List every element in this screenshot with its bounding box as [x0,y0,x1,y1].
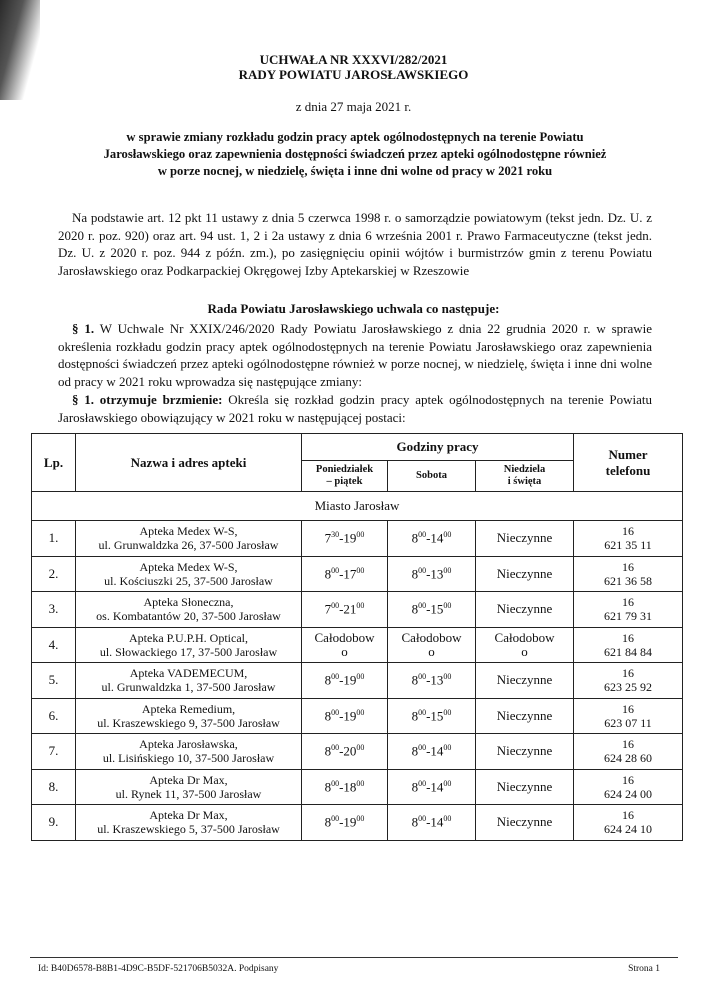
minute: 00 [356,530,365,540]
hour: -21 [339,601,357,617]
hour: -19 [339,814,357,830]
hour: 8 [324,672,332,688]
minute: 00 [418,743,427,753]
header-lp: Lp. [32,434,76,492]
pharmacy-name: Apteka Jarosławska, [139,737,238,752]
pharmacy-name: Apteka P.U.P.H. Optical, [129,630,248,645]
sunday-hours: Nieczynne [476,805,574,841]
header-sunday: Niedziela i święta [476,461,574,492]
row-number: 8. [32,769,76,805]
section-label: § 1. otrzymuje brzmienie: [72,392,223,407]
phone-prefix: 16 [622,808,635,823]
minute: 00 [356,601,365,611]
pharmacy-cell [76,805,302,841]
pharmacy-cell [76,592,302,628]
phone-number: 624 28 60 [604,751,653,766]
pharmacy-address: ul. Grunwaldzka 1, 37-500 Jarosław [101,680,276,695]
footer-divider [30,957,678,958]
sunday-hours: Nieczynne [476,592,574,628]
resolution-number: UCHWAŁA NR XXXVI/282/2021 [259,52,448,67]
minute: 00 [331,601,340,611]
phone-cell [574,627,683,663]
weekday-hours [302,734,388,770]
row-number: 4. [32,627,76,663]
table-row [32,698,683,734]
weekday-hours [302,592,388,628]
section-text: W Uchwale Nr XXIX/246/2020 Rady Powiatu Jarosławskiego z dnia 22 grudnia 2020 r. w sprawie określenia rozkładu godzin pracy aptek ogólnodostępnych na terenie Powiatu Jarosławskiego oraz zapewnienia dostępności świadczeń przez apteki ogólnodostępne również w porze nocnej, w niedzielę, święta i inne dni wolne od pracy w 2021 roku wprowadza się następujące zmiany: [58,321,652,389]
hour: 8 [411,707,419,723]
city-row [32,492,683,521]
minute: 00 [356,743,365,753]
table-row [32,734,683,770]
row-number: 3. [32,592,76,628]
city-name: Miasto Jarosław [32,492,683,521]
minute: 00 [443,707,452,717]
pharmacy-cell [76,627,302,663]
phone-prefix: 16 [622,737,635,752]
document-id: Id: B40D6578-B8B1-4D9C-B5DF-521706B5032A. Podpisany [38,964,279,974]
minute: 00 [418,530,427,540]
pharmacy-name: Apteka Remedium, [141,701,236,716]
hour: 8 [411,530,419,546]
minute: 00 [331,565,340,575]
resolution-date: z dnia 27 maja 2021 r. [295,99,412,114]
pharmacy-address: ul. Lisińskiego 10, 37-500 Jarosław [102,751,275,766]
sunday-hours: Nieczynne [476,734,574,770]
phone-number: 621 84 84 [604,644,653,659]
table-header-row [32,434,683,461]
all-day-hours: Całodobow o [388,627,476,663]
minute: 00 [443,672,452,682]
hour: 8 [411,814,419,830]
saturday-hours [388,556,476,592]
row-number: 9. [32,805,76,841]
hour: 8 [324,743,332,759]
pharmacy-name: Apteka Dr Max, [149,772,228,787]
hour: -13 [426,565,444,581]
saturday-hours [388,805,476,841]
hour: 8 [411,672,419,688]
phone-number: 621 35 11 [604,538,652,553]
phone-prefix: 16 [622,666,635,681]
section-1-paragraph [58,320,652,390]
phone-cell [574,805,683,841]
sunday-hours: Nieczynne [476,556,574,592]
header-phone: Numer telefonu [574,434,683,492]
saturday-hours [388,698,476,734]
pharmacy-cell [76,734,302,770]
weekday-hours [302,769,388,805]
legal-basis-paragraph: Na podstawie art. 12 pkt 11 ustawy z dnia 5 czerwca 1998 r. o samorządzie powiatowym (tekst jedn. Dz. U. z 2020 r. poz. 920) oraz art. 94 ust. 1, 2 i 2a ustawy z dnia 6 września 2001 r. Prawo Farmaceutyczne (tekst jedn. Dz. U. z 2020 r. poz. 944 z późn. zm.), po zasięgnięciu opinii wójtów i burmistrzów gmin z terenu Powiatu Jarosławskiego oraz Podkarpackiej Okręgowej Izby Aptekarskiej w Rzeszowie [58,210,652,278]
hour: 7 [324,530,332,546]
pharmacy-address: ul. Kraszewskiego 9, 37-500 Jarosław [97,715,280,730]
weekday-hours [302,556,388,592]
minute: 00 [418,672,427,682]
sunday-hours: Nieczynne [476,698,574,734]
phone-cell [574,734,683,770]
phone-number: 624 24 00 [604,786,653,801]
sunday-hours: Nieczynne [476,769,574,805]
phone-prefix: 16 [622,772,635,787]
weekday-hours [302,663,388,699]
header-weekday: Poniedziałek – piątek [302,461,388,492]
saturday-hours [388,592,476,628]
minute: 00 [443,565,452,575]
minute: 00 [356,565,365,575]
minute: 00 [443,530,452,540]
table-row [32,556,683,592]
minute: 00 [418,565,427,575]
minute: 00 [418,707,427,717]
hour: -19 [339,672,357,688]
hour: -20 [339,743,357,759]
hour: 8 [411,601,419,617]
table-row [32,592,683,628]
minute: 00 [331,778,340,788]
minute: 00 [443,601,452,611]
hour: 7 [324,601,332,617]
table-row [32,805,683,841]
hour: 8 [411,743,419,759]
header-name: Nazwa i adres apteki [76,434,302,492]
all-day-hours: Całodobow o [476,627,574,663]
council-name: RADY POWIATU JAROSŁAWSKIEGO [238,67,469,82]
hour: -14 [426,814,444,830]
resolves-heading: Rada Powiatu Jarosławskiego uchwala co następuje: [207,301,500,316]
phone-prefix: 16 [622,630,635,645]
pharmacy-cell [76,556,302,592]
weekday-hours [302,521,388,557]
hour: -14 [426,530,444,546]
pharmacy-address: ul. Grunwaldzka 26, 37-500 Jarosław [98,538,279,553]
phone-number: 624 24 10 [604,822,653,837]
row-number: 7. [32,734,76,770]
minute: 00 [331,672,340,682]
saturday-hours [388,734,476,770]
row-number: 6. [32,698,76,734]
header-hours: Godziny pracy [302,434,574,461]
phone-number: 623 25 92 [604,680,653,695]
table-row [32,627,683,663]
phone-number: 623 07 11 [604,715,652,730]
phone-number: 621 36 58 [604,573,653,588]
phone-cell [574,769,683,805]
saturday-hours [388,663,476,699]
all-day-hours: Całodobow o [302,627,388,663]
phone-cell [574,592,683,628]
hour: 8 [411,565,419,581]
minute: 00 [418,778,427,788]
pharmacy-hours-table [31,433,683,841]
section-label: § 1. [72,321,95,336]
minute: 00 [356,707,365,717]
hour: -15 [426,601,444,617]
phone-cell [574,556,683,592]
saturday-hours [388,769,476,805]
minute: 00 [331,814,340,824]
hour: -19 [339,707,357,723]
page-number: Strona 1 [628,964,660,974]
pharmacy-address: os. Kombatantów 20, 37-500 Jarosław [96,609,281,624]
minute: 00 [443,814,452,824]
row-number: 2. [32,556,76,592]
table-row [32,521,683,557]
minute: 00 [443,743,452,753]
pharmacy-name: Apteka Medex W-S, [139,524,238,539]
pharmacy-cell [76,663,302,699]
pharmacy-cell [76,698,302,734]
hour: -14 [426,778,444,794]
pharmacy-cell [76,769,302,805]
hour: 8 [324,814,332,830]
pharmacy-address: ul. Kościuszki 25, 37-500 Jarosław [104,573,273,588]
sunday-hours: Nieczynne [476,663,574,699]
hour: -17 [339,565,357,581]
saturday-hours [388,521,476,557]
weekday-hours [302,805,388,841]
pharmacy-cell [76,521,302,557]
hour: 8 [324,707,332,723]
minute: 00 [356,672,365,682]
sunday-hours: Nieczynne [476,521,574,557]
phone-cell [574,663,683,699]
minute: 00 [418,601,427,611]
resolution-subject [60,129,650,180]
hour: 8 [324,778,332,794]
minute: 00 [331,743,340,753]
phone-cell [574,521,683,557]
row-number: 5. [32,663,76,699]
minute: 30 [331,530,340,540]
pharmacy-address: ul. Słowackiego 17, 37-500 Jarosław [99,644,278,659]
section-1-new-wording [58,391,652,426]
hour: -14 [426,743,444,759]
phone-cell [574,698,683,734]
minute: 00 [356,778,365,788]
subject-line: w porze nocnej, w niedzielę, święta i inne dni wolne od pracy w 2021 roku [157,164,553,178]
hour: 8 [324,565,332,581]
pharmacy-name: Apteka VADEMECUM, [129,666,248,681]
subject-line: w sprawie zmiany rozkładu godzin pracy aptek ogólnodostępnych na terenie Powiatu [126,130,584,144]
phone-number: 621 79 31 [604,609,653,624]
phone-prefix: 16 [622,701,635,716]
hour: -15 [426,707,444,723]
hour: 8 [411,778,419,794]
pharmacy-name: Apteka Medex W-S, [139,559,238,574]
pharmacy-address: ul. Rynek 11, 37-500 Jarosław [115,786,262,801]
table-body [32,521,683,841]
pharmacy-name: Apteka Słoneczna, [143,595,234,610]
pharmacy-name: Apteka Dr Max, [149,808,228,823]
table-row [32,663,683,699]
scan-shadow [0,0,40,100]
minute: 00 [331,707,340,717]
minute: 00 [356,814,365,824]
phone-prefix: 16 [622,559,635,574]
header-saturday: Sobota [388,461,476,492]
minute: 00 [443,778,452,788]
section-text: Określa się rozkład godzin pracy aptek ogólnodostępnych na terenie Powiatu Jarosławskiego obowiązujący w 2021 roku w następującej postaci: [58,392,652,425]
hour: -19 [339,530,357,546]
phone-prefix: 16 [622,524,635,539]
subject-line: Jarosławskiego oraz zapewnienia dostępności świadczeń przez apteki ogólnodostępne również [103,147,607,161]
table-row [32,769,683,805]
weekday-hours [302,698,388,734]
phone-prefix: 16 [622,595,635,610]
minute: 00 [418,814,427,824]
pharmacy-address: ul. Kraszewskiego 5, 37-500 Jarosław [97,822,280,837]
row-number: 1. [32,521,76,557]
hour: -13 [426,672,444,688]
hour: -18 [339,778,357,794]
